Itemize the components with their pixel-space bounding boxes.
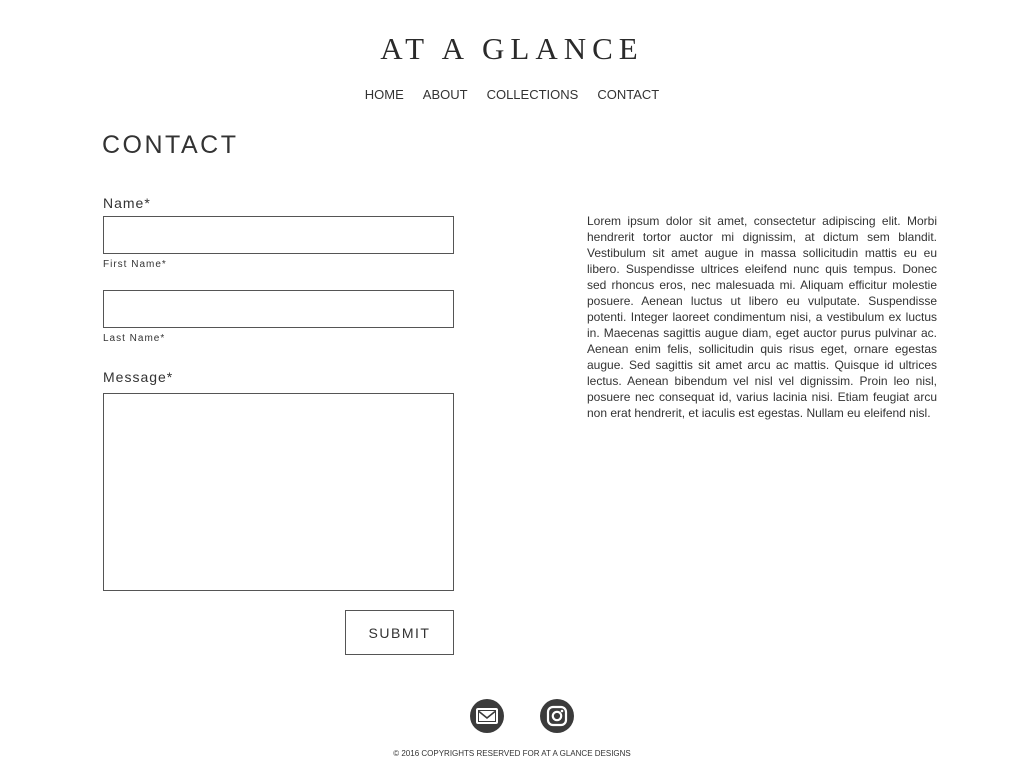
nav-about[interactable]: ABOUT: [422, 87, 468, 102]
nav-collections[interactable]: COLLECTIONS: [486, 87, 579, 102]
nav-contact[interactable]: CONTACT: [597, 87, 660, 102]
name-label: Name*: [103, 195, 151, 211]
last-name-input[interactable]: [103, 290, 454, 328]
contact-description: Lorem ipsum dolor sit amet, consectetur adipiscing elit. Morbi hendrerit tortor auctor mi dignissim, at dictum sem blandit. Vestibulum sit amet augue in massa sollicitudin mattis eu eu libero. Suspendisse ultrices eleifend nunc quis tempus. Donec sed rhoncus eros, nec malesuada mi. Aliquam efficitur molestie posuere. Aenean luctus ut libero eu vulputate. Suspendisse potenti. Integer laoreet condimentum nisi, a vestibulum ex luctus in. Maecenas sagittis augue diam, eget auctor purus pulvinar ac. Aenean enim felis, sollicitudin quis risus eget, ornare egestas augue. Sed sagittis sit amet arcu ac mattis. Quisque id ultrices lectus. Aenean bibendum vel nisl vel dignissim. Proin leo nisl, posuere nec consequat id, varius lacinia nisi. Etiam feugiat arcu non erat hendrerit, et iaculis est egestas. Nullam eu eleifend nisl.: [587, 214, 937, 420]
last-name-sublabel: Last Name*: [103, 333, 166, 344]
submit-button[interactable]: SUBMIT: [345, 610, 454, 655]
site-title[interactable]: AT A GLANCE: [380, 31, 644, 66]
mail-icon[interactable]: [470, 699, 504, 733]
first-name-input[interactable]: [103, 216, 454, 254]
first-name-sublabel: First Name*: [103, 259, 167, 270]
main-nav: [0, 86, 1024, 104]
message-label: Message*: [103, 369, 174, 385]
instagram-icon[interactable]: [540, 699, 574, 733]
nav-home[interactable]: HOME: [364, 87, 404, 102]
copyright-text: © 2016 COPYRIGHTS RESERVED FOR AT A GLANCE DESIGNS: [393, 749, 631, 758]
page-title: CONTACT: [102, 131, 239, 159]
message-textarea[interactable]: [103, 393, 454, 591]
